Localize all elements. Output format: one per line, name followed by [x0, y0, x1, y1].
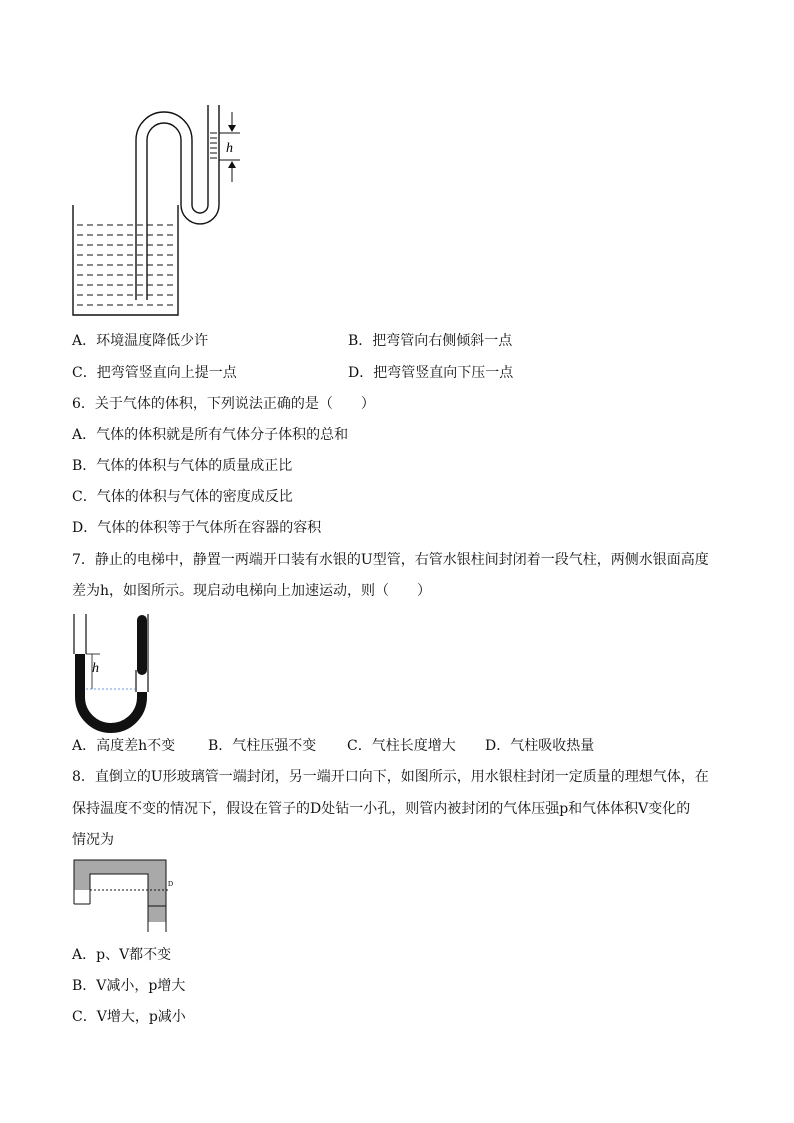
q7-h-label: h — [92, 661, 99, 676]
q6-option-d[interactable]: D．气体的体积等于气体所在容器的容积 — [72, 520, 322, 536]
q7-option-c[interactable]: C．气柱长度增大 — [347, 738, 456, 754]
q6-stem: 6．关于气体的体积，下列说法正确的是（ ） — [72, 396, 375, 412]
q7-option-d[interactable]: D．气柱吸收热量 — [485, 738, 595, 754]
q8-option-c[interactable]: C．V增大，p减小 — [72, 1009, 186, 1025]
q5-option-a[interactable]: A．环境温度降低少许 — [72, 333, 209, 349]
q8-inverted-u-tube-figure — [72, 858, 192, 938]
q7-option-a[interactable]: A．高度差h不变 — [72, 738, 176, 754]
q6-option-c[interactable]: C．气体的体积与气体的密度成反比 — [72, 489, 293, 505]
q8-d-label: D — [168, 880, 174, 888]
q7-stem-line1: 7．静止的电梯中，静置一两端开口装有水银的U型管，右管水银柱间封闭着一段气柱，两侧水银面高度 — [72, 552, 709, 568]
q8-option-a[interactable]: A．p、V都不变 — [72, 947, 172, 963]
q8-stem-line3: 情况为 — [72, 832, 114, 848]
q6-option-a[interactable]: A．气体的体积就是所有气体分子体积的总和 — [72, 427, 349, 443]
q7-stem-line2: 差为h，如图所示。现启动电梯向上加速运动，则（ ） — [72, 583, 432, 599]
q7-option-b[interactable]: B．气柱压强不变 — [208, 738, 317, 754]
q8-stem-line2: 保持温度不变的情况下，假设在管子的D处钻一小孔，则管内被封闭的气体压强p和气体体积V变化的 — [72, 801, 691, 817]
q5-h-label: h — [226, 141, 233, 156]
q7-u-tube-figure — [70, 612, 170, 732]
q6-option-b[interactable]: B．气体的体积与气体的质量成正比 — [72, 458, 293, 474]
q5-option-d[interactable]: D．把弯管竖直向下压一点 — [348, 365, 514, 381]
q8-stem-line1: 8．直倒立的U形玻璃管一端封闭，另一端开口向下，如图所示，用水银柱封闭一定质量的理想气体，在 — [72, 769, 709, 785]
q5-bent-tube-figure — [65, 100, 245, 320]
q5-option-b[interactable]: B．把弯管向右侧倾斜一点 — [348, 333, 513, 349]
q8-option-b[interactable]: B．V减小，p增大 — [72, 978, 186, 994]
q5-option-c[interactable]: C．把弯管竖直向上提一点 — [72, 365, 237, 381]
